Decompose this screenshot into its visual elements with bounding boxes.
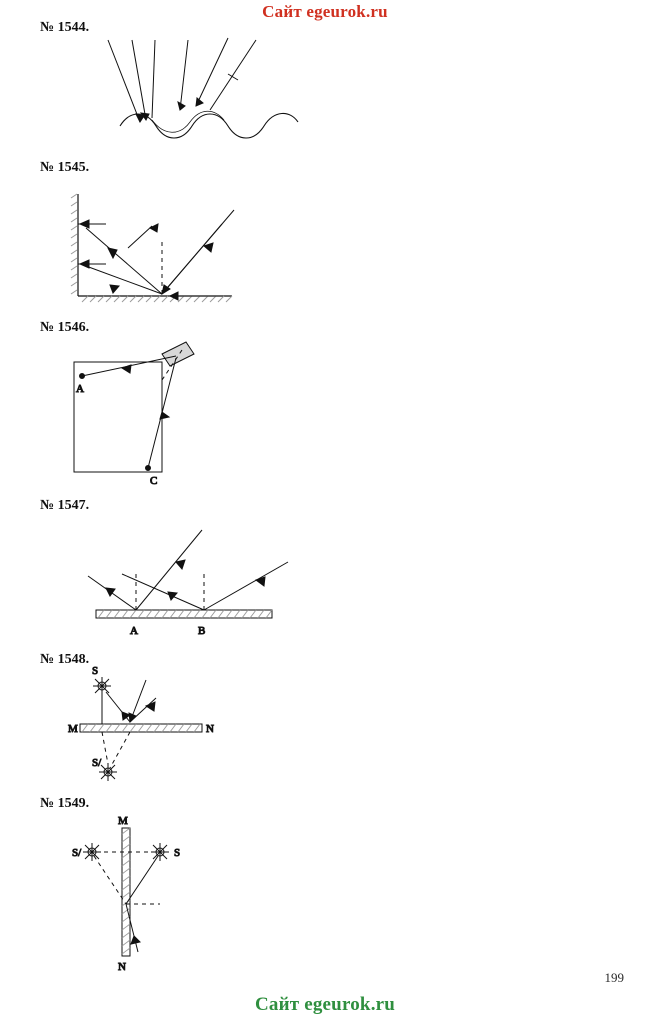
watermark-bottom: Сайт egeurok.ru <box>254 994 396 1015</box>
figure-1549 <box>60 812 240 972</box>
figure-1546 <box>70 340 250 490</box>
label-N-1548: N <box>206 723 214 735</box>
watermark-top: Сайт egeurok.ru <box>262 2 388 21</box>
label-M-1548: M <box>68 723 78 735</box>
task-label-1546: № 1546. <box>40 320 90 335</box>
label-N-1549: N <box>118 961 126 973</box>
page-number: 199 <box>604 970 624 985</box>
figure-1547 <box>80 514 310 644</box>
label-B-1547: B <box>198 625 206 637</box>
task-label-1549: № 1549. <box>40 796 90 811</box>
figure-1545 <box>66 180 266 310</box>
label-S-1549: S <box>174 847 181 859</box>
task-label-1548: № 1548. <box>40 652 90 667</box>
label-A-1546: A <box>76 383 84 395</box>
figure-1548 <box>64 664 244 789</box>
label-M-1549: M <box>118 815 128 827</box>
task-label-1544: № 1544. <box>40 20 90 35</box>
label-S-prime-1549: S/ <box>72 847 82 859</box>
label-C-1546: C <box>150 475 158 487</box>
label-A-1547: A <box>130 625 138 637</box>
label-S-1548: S <box>92 665 99 677</box>
task-label-1547: № 1547. <box>40 498 90 513</box>
label-S-prime-1548: S/ <box>92 757 102 769</box>
figure-1544 <box>60 34 320 149</box>
task-label-1545: № 1545. <box>40 160 90 175</box>
